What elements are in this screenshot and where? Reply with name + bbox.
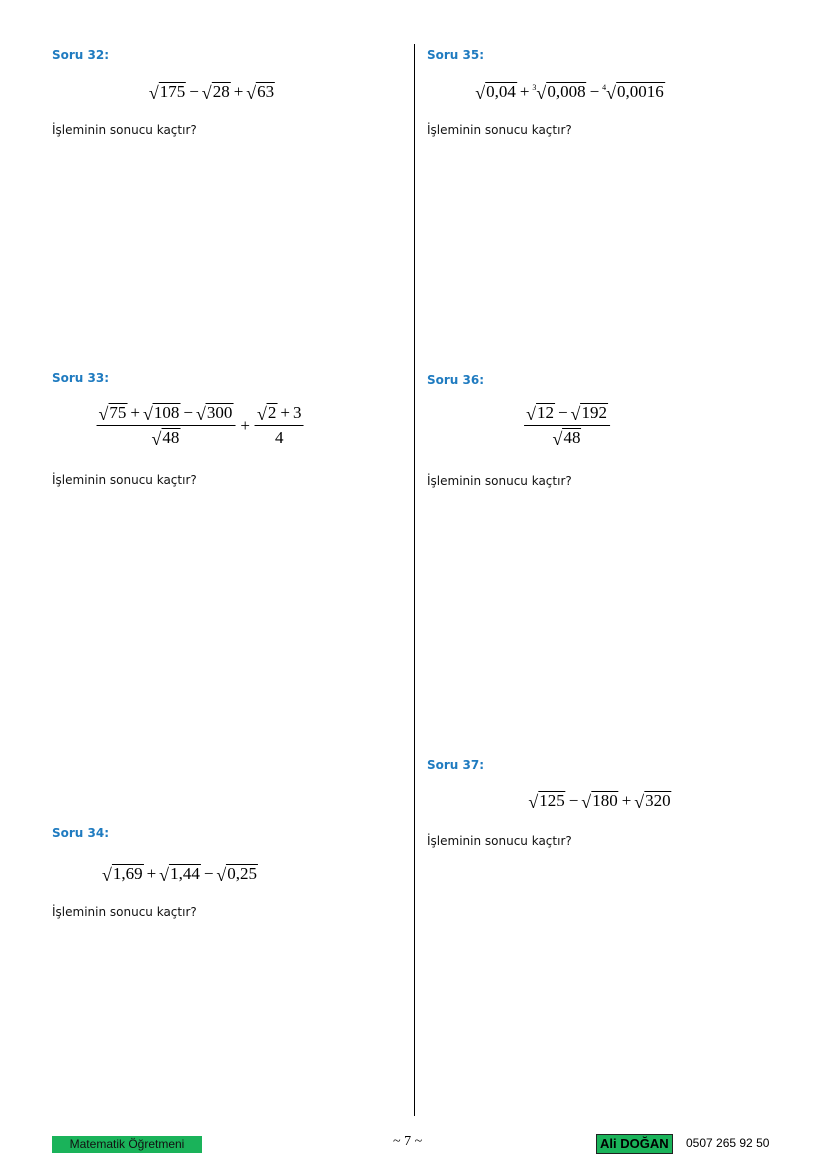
radical-sign-icon: √ bbox=[246, 82, 257, 103]
number: 4 bbox=[274, 428, 284, 447]
radicand: 1,44 bbox=[170, 864, 200, 884]
radical-sign-icon: √ bbox=[151, 428, 162, 449]
radicand: 1,69 bbox=[112, 864, 143, 884]
radicand: 0,008 bbox=[547, 82, 586, 102]
question-label: Soru 32: bbox=[52, 48, 110, 62]
radical bbox=[216, 864, 258, 884]
radicand: 192 bbox=[581, 403, 607, 423]
radicand: 0,04 bbox=[486, 82, 516, 102]
radical bbox=[581, 791, 618, 811]
radical-sign-icon: √ bbox=[143, 404, 153, 424]
question-prompt: İşleminin sonucu kaçtır? bbox=[52, 123, 197, 137]
radicand: 48 bbox=[162, 428, 180, 448]
radicand: 125 bbox=[539, 791, 565, 811]
operator: + bbox=[130, 403, 141, 423]
radical-sign-icon: √ bbox=[634, 791, 645, 812]
page-number: ~ 7 ~ bbox=[393, 1134, 423, 1149]
radicand: 28 bbox=[212, 82, 230, 102]
math-expression bbox=[95, 403, 306, 448]
operator: − bbox=[183, 403, 193, 423]
question-label: Soru 34: bbox=[52, 826, 110, 840]
fraction bbox=[97, 403, 236, 448]
question-prompt: İşleminin sonucu kaçtır? bbox=[427, 474, 572, 488]
radicand: 300 bbox=[206, 403, 233, 423]
radical-sign-icon: √ bbox=[606, 82, 617, 103]
fraction-denominator bbox=[152, 426, 181, 448]
math-expression bbox=[149, 82, 275, 102]
radical-sign-icon: √ bbox=[98, 404, 109, 424]
question-label: Soru 37: bbox=[427, 758, 485, 772]
radical bbox=[99, 403, 128, 423]
radicand: 320 bbox=[645, 791, 671, 811]
radicand: 63 bbox=[257, 82, 275, 102]
fraction-denominator bbox=[553, 426, 582, 448]
radical bbox=[528, 791, 565, 811]
fraction bbox=[524, 403, 610, 448]
fraction-numerator bbox=[97, 403, 236, 426]
radical bbox=[553, 428, 582, 448]
radical-sign-icon: √ bbox=[201, 82, 212, 103]
radical bbox=[257, 403, 277, 423]
question-prompt: İşleminin sonucu kaçtır? bbox=[52, 473, 197, 487]
fraction bbox=[255, 403, 303, 448]
operator: + bbox=[233, 82, 244, 101]
radical bbox=[196, 403, 233, 423]
radicand: 108 bbox=[153, 403, 180, 423]
operator: − bbox=[189, 82, 199, 101]
root-index: 3 bbox=[532, 83, 537, 93]
number: 3 bbox=[292, 403, 302, 422]
question-prompt: İşleminin sonucu kaçtır? bbox=[427, 834, 572, 848]
radicand: 0,25 bbox=[227, 864, 258, 884]
math-expression bbox=[522, 403, 612, 448]
radical-sign-icon: √ bbox=[148, 82, 159, 103]
question-label: Soru 33: bbox=[52, 371, 110, 385]
root-index: 4 bbox=[602, 83, 607, 93]
fraction-denominator bbox=[275, 426, 284, 448]
column-divider bbox=[414, 44, 415, 1116]
radical bbox=[475, 82, 517, 102]
radical-sign-icon: √ bbox=[570, 403, 581, 424]
question-label: Soru 35: bbox=[427, 48, 485, 62]
radical bbox=[202, 82, 231, 102]
radical bbox=[526, 403, 555, 423]
radical bbox=[102, 864, 144, 884]
radical-sign-icon: √ bbox=[581, 791, 592, 812]
radical bbox=[246, 82, 275, 102]
operator: − bbox=[557, 403, 568, 422]
operator: − bbox=[589, 82, 600, 101]
radicand: 48 bbox=[563, 428, 581, 447]
operator: − bbox=[203, 864, 214, 883]
math-expression bbox=[102, 864, 258, 884]
radicand: 12 bbox=[536, 403, 554, 423]
operator: + bbox=[519, 82, 530, 101]
radicand: 75 bbox=[109, 403, 127, 423]
radicand: 0,0016 bbox=[617, 82, 664, 102]
radical-sign-icon: √ bbox=[526, 403, 536, 424]
radical bbox=[152, 428, 181, 448]
operator: + bbox=[280, 403, 290, 422]
operator: − bbox=[568, 791, 579, 810]
footer-author-badge: Ali DOĞAN bbox=[596, 1134, 673, 1154]
question-label: Soru 36: bbox=[427, 373, 485, 387]
radical-sign-icon: √ bbox=[101, 864, 112, 885]
radical bbox=[149, 82, 186, 102]
radical bbox=[571, 403, 608, 423]
footer-phone: 0507 265 92 50 bbox=[686, 1136, 770, 1150]
radical-sign-icon: √ bbox=[216, 864, 227, 885]
operator: + bbox=[621, 791, 632, 810]
operator: + bbox=[240, 415, 250, 435]
question-prompt: İşleminin sonucu kaçtır? bbox=[427, 123, 572, 137]
radical-sign-icon: √ bbox=[196, 404, 206, 424]
radical bbox=[159, 864, 201, 884]
fraction-numerator bbox=[524, 403, 610, 426]
radical-sign-icon: √ bbox=[536, 82, 547, 103]
radical-sign-icon: √ bbox=[475, 82, 486, 103]
question-prompt: İşleminin sonucu kaçtır? bbox=[52, 905, 197, 919]
radical-sign-icon: √ bbox=[552, 428, 563, 449]
radicand: 2 bbox=[267, 403, 277, 423]
radical-sign-icon: √ bbox=[256, 403, 267, 424]
math-expression bbox=[528, 791, 671, 811]
radicand: 175 bbox=[159, 82, 186, 102]
radicand: 180 bbox=[592, 791, 618, 811]
radical bbox=[532, 82, 586, 102]
fraction-numerator bbox=[255, 403, 303, 426]
radical bbox=[143, 403, 180, 423]
footer-role-badge: Matematik Öğretmeni bbox=[52, 1136, 202, 1153]
radical-sign-icon: √ bbox=[159, 864, 170, 885]
math-expression bbox=[475, 82, 665, 102]
operator: + bbox=[146, 864, 157, 883]
radical-sign-icon: √ bbox=[528, 791, 539, 812]
radical bbox=[634, 791, 671, 811]
radical bbox=[602, 82, 665, 102]
